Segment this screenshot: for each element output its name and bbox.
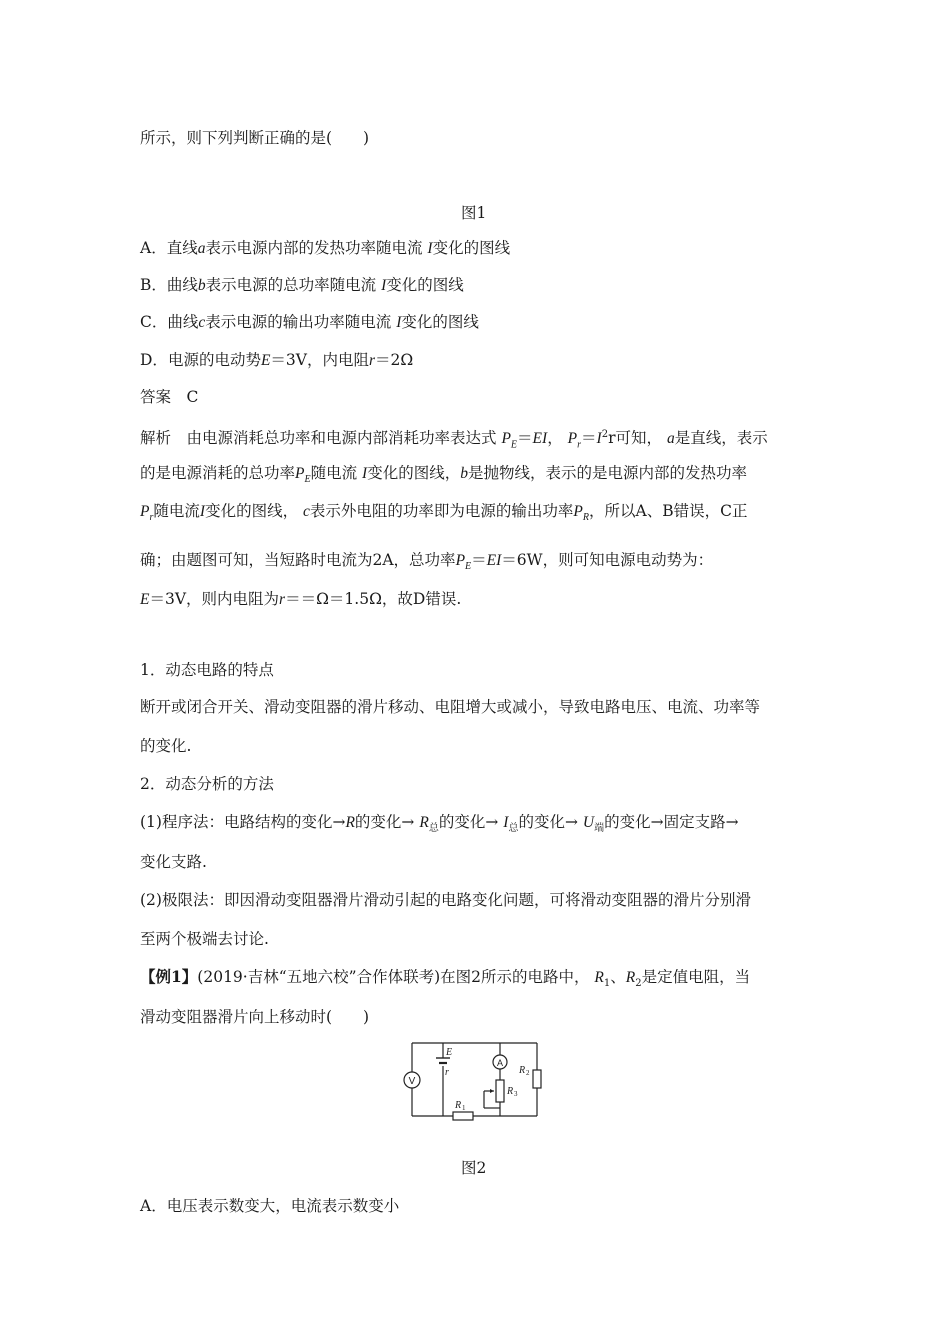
svg-text:3: 3: [514, 1090, 518, 1098]
svg-text:E: E: [446, 1047, 453, 1058]
circuit-diagram: [398, 1038, 544, 1124]
svg-text:V: V: [408, 1076, 416, 1087]
answer: 答案 C: [140, 388, 199, 406]
resistor-r2: [533, 1070, 541, 1088]
svg-text:A: A: [496, 1058, 504, 1068]
figure2-caption: 图2: [461, 1159, 487, 1177]
intro-text: 所示，则下列判断正确的是( ): [140, 129, 370, 147]
method-1-line-1: (1)程序法：电路结构的变化→R的变化→ $R_总$的变化→ $I_总$的变化→ $U_端$的变化→固定支路→: [140, 813, 739, 835]
analysis-line-1: 解析 由电源消耗总功率和电源内部消耗功率表达式 $P_E=EI$， $P_r=I^2r$可知， a是直线，表示: [140, 429, 768, 451]
analysis-line-5: E＝3V，则内电阻为r＝＝Ω＝1.5Ω，故D错误.: [140, 590, 462, 608]
option-c: C．曲线c表示电源的输出功率随电流 I变化的图线: [140, 313, 479, 331]
section-1-title: 1．动态电路的特点: [140, 661, 274, 679]
resistor-r3: [496, 1080, 504, 1102]
resistor-r1: [453, 1112, 473, 1120]
analysis-line-4: 确；由题图可知，当短路时电流为2A，总功率$P_E=EI=6W$，则可知电源电动势为：: [140, 551, 714, 573]
section-1-body-2: 的变化.: [140, 737, 192, 755]
method-2-line-2: 至两个极端去讨论.: [140, 930, 269, 948]
method-2-line-1: (2)极限法：即因滑动变阻器滑片滑动引起的电路变化问题，可将滑动变阻器的滑片分别滑: [140, 891, 751, 909]
svg-text:R: R: [507, 1086, 514, 1097]
svg-text:2: 2: [526, 1069, 530, 1077]
svg-text:r: r: [445, 1067, 449, 1078]
svg-text:1: 1: [462, 1104, 466, 1112]
option-a: A．直线a表示电源内部的发热功率随电流 I变化的图线: [140, 239, 511, 257]
svg-text:R: R: [519, 1065, 526, 1076]
figure1-caption: 图1: [461, 204, 487, 222]
section-2-title: 2．动态分析的方法: [140, 775, 274, 793]
example-option-a: A．电压表示数变大，电流表示数变小: [140, 1197, 400, 1215]
svg-text:R: R: [455, 1100, 462, 1111]
option-d: D．电源的电动势E＝3V，内电阻r＝2Ω: [140, 351, 414, 369]
option-b: B．曲线b表示电源的总功率随电流 I变化的图线: [140, 276, 464, 294]
analysis-line-3: $P_r$随电流I变化的图线， c表示外电阻的功率即为电源的输出功率$P_R$，所以A、B错误，C正: [140, 502, 748, 524]
example-line-2: 滑动变阻器滑片向上移动时( ): [140, 1008, 370, 1026]
method-1-line-2: 变化支路.: [140, 853, 207, 871]
section-1-body-1: 断开或闭合开关、滑动变阻器的滑片移动、电阻增大或减小，导致电路电压、电流、功率等: [140, 698, 761, 716]
analysis-line-2: 的是电源消耗的总功率$P_E$随电流 I变化的图线，b是抛物线，表示的是电源内部的发热功率: [140, 464, 747, 486]
example-line-1: 【例1】(2019·吉林“五地六校”合作体联考)在图2所示的电路中， $R_1$、$R_2$是定值电阻，当: [140, 967, 751, 990]
